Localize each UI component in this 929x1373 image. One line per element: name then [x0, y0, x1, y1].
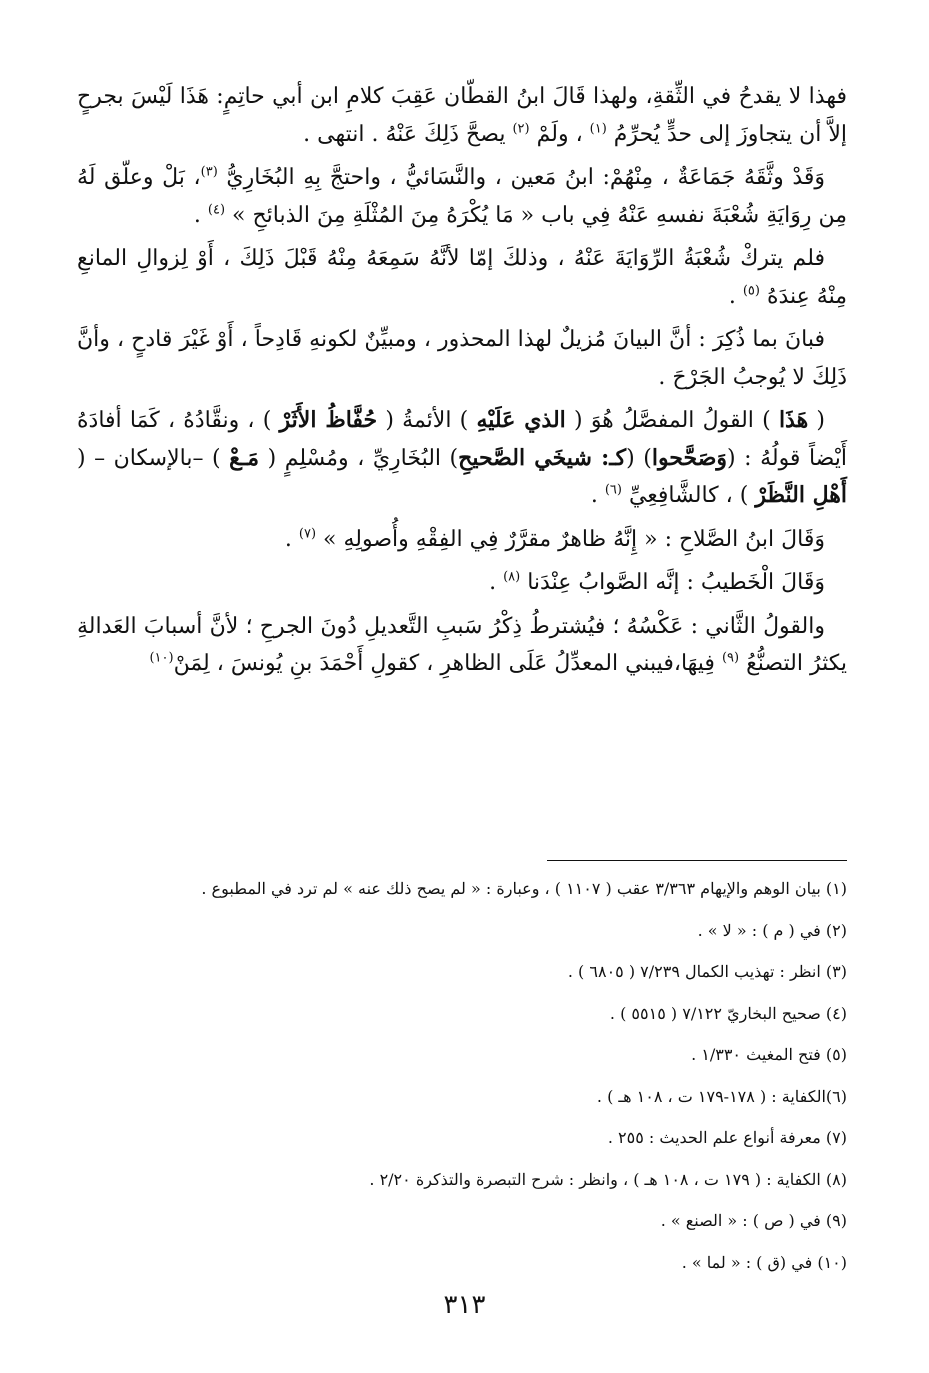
matn-text: مَـعْ — [229, 444, 260, 471]
footnote: (٨) الكفاية : ( ١٧٩ ت ، ١٠٨ هـ ) ، وانظر : شرح التبصرة والتذكرة ٢/٢٠ . — [369, 1169, 847, 1189]
footnote: (٥) فتح المغيث ١/٣٣٠ . — [691, 1045, 847, 1064]
text-run: فِيهَا،فيبني المعدِّلُ عَلَى الظاهرِ ، كقولِ أَحْمَدَ بنِ يُونسَ ، لِمَنْ — [173, 651, 722, 676]
footnotes — [77, 877, 847, 1292]
matn-text: كـ: شيخَي الصَّحيحِ — [458, 444, 627, 471]
text-run: ، ولَمْ — [529, 121, 590, 147]
footnote-reference: (٣) — [200, 164, 218, 180]
footnote: (٦)الكفاية : ( ١٧٨-١٧٩ ت ، ١٠٨ هـ ) . — [596, 1086, 847, 1106]
footnote-separator — [547, 860, 847, 861]
footnote: (٢) في ( م ) : « لا » . — [697, 920, 847, 940]
text-run: ) ، ونقَّادُهُ ، كَمَا أفادَهُ أَيْضاً قولُهُ : ( — [77, 408, 847, 471]
matn-text: أَهْلِ النَّظَرْ — [755, 482, 847, 508]
paragraph — [77, 159, 847, 234]
text-run: والقولُ الثَّاني : عَكْسُهُ ؛ فيُشترطُ ذِكْرُ سَببِ التَّعديلِ دُونَ الجرحِ ؛ لأنَّ أسبابَ العَدالةِ يكثرُ التصنُّعُ — [77, 613, 847, 676]
text-run: يصحَّ ذَلِكَ عَنْهُ . انتهى . — [303, 121, 513, 147]
footnote: (٤) صحيح البخاريّ ٧/١٢٢ ( ٥٥١٥ ) . — [609, 1003, 847, 1023]
matn-text: وَصَحَّحوا — [651, 444, 728, 471]
text-run: . — [193, 202, 208, 228]
matn-text: حُفَّاظُ الأَثَرْ — [279, 407, 378, 433]
paragraph — [77, 240, 847, 315]
footnote-reference: (٢) — [512, 121, 530, 137]
text-run: ) ، كالشَّافِعِيِّ — [621, 483, 756, 508]
text-run: فهذا لا يقدحُ في الثِّقةِ، ولهذا قَالَ ابنُ القطّان عَقِبَ كلامِ ابن أبي حاتِمٍ: هَذَا لَيْسَ بجرحٍ إلاَّ أن يتجاوزَ إلى حدٍّ يُحرِّمُ — [77, 84, 847, 147]
text-run: ) ( — [626, 445, 652, 471]
footnote-reference: (٧) — [298, 526, 317, 542]
paragraph — [77, 78, 847, 153]
matn-text: هَذَا — [778, 407, 809, 433]
page-number: ٣١٣ — [443, 1290, 486, 1320]
footnote: (٩) في ( ص ) : « الصنع » . — [660, 1211, 847, 1230]
footnote: (٧) معرفة أنواع علم الحديث : ٢٥٥ . — [607, 1128, 847, 1147]
text-run: ، بَلْ وعلّق لَهُ مِن رِوَايَةِ شُعْبَةَ نفسهِ عَنْهُ فِي باب « مَا يُكْرَهُ مِنَ المُثْلَةِ مِنَ الذبائحِ » — [77, 165, 847, 228]
matn-text: الذي عَلَيْهِ — [476, 407, 566, 433]
text-run: ) البُخَارِيِّ ، ومُسْلِمٍ ( — [259, 445, 459, 471]
footnote-reference: (٩) — [721, 650, 740, 666]
footnote: (١٠) في (ق ) : « لما » . — [681, 1252, 847, 1272]
footnote-reference: (١٠) — [149, 650, 174, 666]
footnote: (٣) انظر : تهذيب الكمال ٧/٢٣٩ ( ٦٨٠٥ ) . — [567, 962, 847, 981]
footnote-reference: (١) — [589, 121, 607, 137]
text-run: . — [284, 526, 299, 552]
text-run: ) القولُ المفصَّلُ هُوَ ( — [565, 408, 779, 433]
footnote-reference: (٥) — [742, 283, 760, 299]
footnote: (١) بيان الوهم والإيهام ٣/٣٦٣ عقب ( ١١٠٧ ) ، وعبارة : « لم يصح ذلك عنه » لم ترد في المطبوع . — [201, 879, 847, 898]
footnote-reference: (٦) — [604, 482, 622, 498]
main-text — [77, 78, 847, 689]
text-run: ) –بالإسكان – ( — [77, 445, 230, 471]
text-run: فلم يتركْ شُعْبَةُ الرِّوَايَةَ عَنْهُ ، وذلكَ إمّا لأنَّهُ سَمِعَهُ مِنْهُ قَبْلَ ذَلِكَ ، أَوْ لِزوالِ المانعِ مِنْهُ عِندَهُ — [77, 246, 847, 309]
paragraph — [77, 521, 847, 559]
text-run: ( — [808, 408, 826, 433]
text-run: وَقَالَ ابنُ الصَّلاحِ : « إِنَّهُ ظاهرٌ مقرَّرٌ فِي الفِقْهِ وأُصولِهِ » — [316, 526, 825, 552]
paragraph — [77, 321, 847, 396]
text-run: وَقَدْ وثَّقَهُ جَمَاعَةٌ ، مِنْهُمْ: ابنُ مَعين ، والنَّسَائيُّ ، واحتجَّ بِهِ البُخَارِيُّ — [217, 165, 826, 190]
paragraph — [77, 402, 847, 515]
footnote-reference: (٤) — [207, 202, 226, 218]
paragraph — [77, 564, 847, 602]
footnote-reference: (٨) — [503, 569, 521, 585]
text-run: وَقَالَ الْخَطيبُ : إنَّه الصَّوابُ عِنْدَنا — [520, 570, 825, 595]
paragraph — [77, 608, 847, 683]
text-run: . — [590, 483, 605, 508]
text-run: ) الأئمةُ ( — [377, 408, 477, 433]
text-run: . — [728, 283, 743, 309]
text-run: فبانَ بما ذُكِرَ : أنَّ البيانَ مُزيلٌ لهذا المحذور ، ومبيِّنٌ لكونهِ قَادِحاً ، أَوْ غَيْرَ قادحٍ ، وأنَّ ذَلِكَ لا يُوجبُ الجَرْحَ . — [77, 327, 847, 390]
text-run: . — [489, 570, 504, 595]
